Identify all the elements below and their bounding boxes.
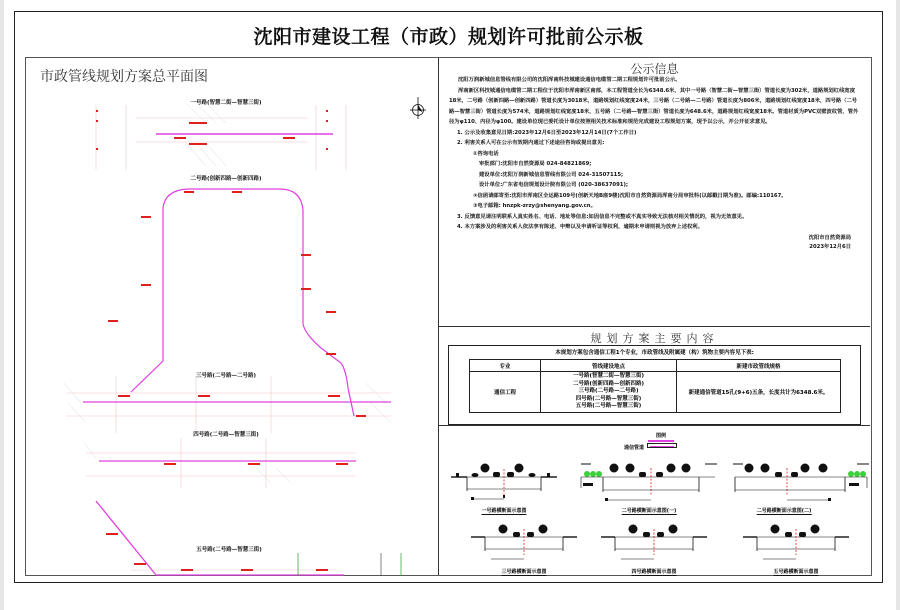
boundary-lines: [298, 553, 401, 576]
road5-pipe: [96, 501, 344, 575]
section-caption-4: 三号路横断面示意图: [501, 569, 547, 575]
site-item: 五号路(二号路—智慧三街): [575, 403, 642, 409]
plan-content-title: 规划方案主要内容: [590, 332, 719, 345]
notice-title: 公示信息: [630, 62, 679, 76]
cell-sites: [541, 372, 677, 413]
notice-description: 浑南新区科技城通信电缆管二期工程位于沈阳市浑南新区南部，本工程管道全长为6348.6米，其中一号路（智慧二街—智慧三街）管道长度为302米，道路规划红线宽度18米，二号路（创新四路—创新四路）管道长度为3018米，道路规划红线宽度24米，三号路（二号路—二号路）管道长度为806米，道路规划红线宽度18米，四号路（二号路—智慧三街）管道长度为574米，道路规划红线宽度18米，五号路（二号路—智慧三街）管道长度为648.6米，道路规划红线宽度18米。管道材质为PVC双壁波纹管，管外径为φ110、内径为φ100。建设单位现已委托设计单位按照相关技术标准和规范完成建设工程规划方案，现予以公示，并公开征求意见。: [449, 87, 859, 125]
road2-pipe: [131, 189, 354, 416]
mail-address: ②信函请邮寄至:沈阳市浑南区全运路109号(创新天地B座9楼)沈阳市自然资源局浑南分局审批科(以邮戳日期为准)。邮编:110167。: [473, 192, 787, 199]
notice-item-1: 1. 公示及收集意见日期:2023年12月6日至2023年12月14日(7个工作日): [457, 129, 637, 136]
section-caption-2: 二号路横断面示意图(一): [621, 508, 677, 514]
cross-section-road3: [469, 521, 579, 566]
board-title: 沈阳市建设工程（市政）规划许可批前公示板: [253, 26, 644, 48]
site-item: 一号路(智慧二街—智慧三街): [572, 373, 645, 379]
plan-content-table: [469, 359, 841, 413]
consult-heading: ①咨询电话: [473, 150, 499, 157]
plan-content-intro: 本规划方案包含通信工程1个专业，市政管线及附属建（构）筑物主要内容见下表:: [555, 350, 754, 356]
site-item: 四号路(二号路—智慧三街): [575, 395, 642, 402]
table-row: [470, 372, 841, 413]
cell-spec: 新建通信管道15孔(9+6)五条，长度共计为6348.6米。: [677, 372, 841, 413]
cross-sections-section: [439, 426, 870, 576]
th-spec: 新建市政管线规格: [677, 360, 841, 372]
contact-approval: 审批部门:沈阳市自然资源局 024-84821869;: [479, 161, 592, 167]
th-discipline: 专业: [470, 360, 541, 372]
contact-builder: 建设单位:沈阳万润新城信息管线有限公司 024-31507115;: [479, 171, 624, 178]
hatch-areas: [64, 103, 391, 483]
cross-section-road1: [449, 459, 559, 509]
notice-intro: 沈阳万润新城信息管线有限公司的沈阳浑南科技城建设通信电缆管二期工程规划许可批前公示。: [458, 77, 681, 83]
legend-pipe-swatch: [647, 443, 677, 448]
north-arrow-icon: [410, 96, 426, 120]
legend-title: 图例: [656, 433, 667, 439]
section-caption-3: 二号路横断面示意图(二): [756, 508, 812, 514]
page-edge-right: [896, 0, 900, 610]
plan-title: 市政管线规划方案总平面图: [40, 69, 208, 85]
plan-drawing-panel: [26, 58, 439, 575]
table-header-row: [470, 360, 841, 372]
section-caption-1: 一号路横断面示意图: [481, 508, 527, 514]
right-column: [439, 58, 870, 575]
section-caption-5: 四号路横断面示意图: [631, 569, 677, 575]
plan-content-section: [439, 327, 870, 426]
road-label-3: 三号路(二号路—二号路): [195, 373, 257, 379]
legend-bar: [648, 440, 674, 442]
notice-body: [449, 75, 861, 251]
section-caption-6: 五号路横断面示意图: [773, 569, 819, 575]
contact-designer: 设计单位:广东省电信规划设计院有限公司 (020-38637091);: [479, 182, 629, 188]
cross-section-road2a: [579, 454, 719, 509]
site-item: 二号路(创新四路—创新四路): [572, 380, 645, 387]
site-item: 三号路(二号路—二号路): [578, 388, 639, 394]
notice-item-2: 2. 利害关系人可在公示有效期内通过下述途径咨询或提出意见:: [457, 140, 605, 146]
signature-org: 沈阳市自然资源局: [808, 234, 851, 241]
road-label-1: 一号路(智慧二街—智慧三街): [190, 100, 262, 106]
plan-drawing: [26, 58, 438, 576]
page-edge-left: [0, 0, 4, 610]
road-label-4: 四号路(二号路—智慧三街): [193, 432, 259, 438]
board-inner-frame: [25, 57, 872, 576]
notice-board: [14, 11, 883, 583]
th-site: 管线建设地点: [541, 360, 677, 372]
plan-content-box: [448, 345, 861, 425]
road-label-2: 二号路(创新四路—创新四路): [190, 176, 262, 182]
signature-date: 2023年12月6日: [809, 244, 851, 250]
email-address: ③电子邮箱: hnzpk-zrzy@shenyang.gov.cn。: [473, 203, 596, 209]
notice-item-4: 4. 本方案涉及的利害关系人依法享有陈述、申辩以及申请听证等权利，逾期未申请则视为放弃上述权利。: [457, 224, 703, 230]
cell-discipline: 通信工程: [470, 372, 541, 413]
cross-section-road4: [599, 521, 709, 566]
road-label-5: 五号路(二号路—智慧三街): [196, 547, 262, 553]
cross-section-road2b: [731, 454, 871, 509]
cross-section-road5: [741, 521, 851, 566]
notice-item-3: 3. 反馈意见请注明联系人真实姓名、电话、地址等信息:如因信息不完整或不真实导致无法核对相关情况的，视为无效意见。: [457, 213, 748, 220]
legend-label: 通信管道: [624, 445, 645, 451]
notice-section: [439, 58, 870, 327]
